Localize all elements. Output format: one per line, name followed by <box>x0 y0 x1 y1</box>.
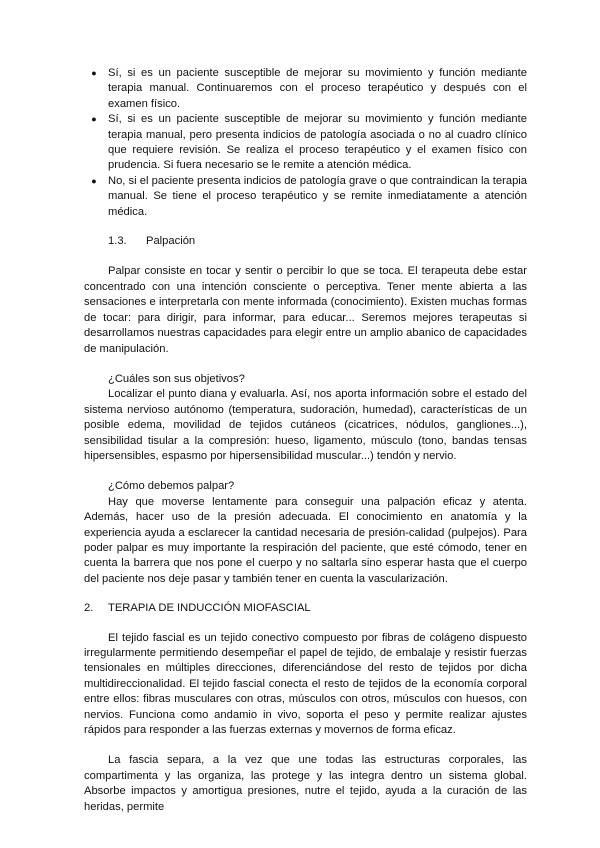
paragraph: Localizar el punto diana y evaluarla. Así, nos aporta información sobre el estado del sistema nervioso autónomo (temperatura, sudoración, humedad), características de un posible edema, movilidad de tejidos cutáneos (cicatrices, nódulos, gangliones...), sensibilidad tisular a la compresión: hueso, ligamento, músculo (tono, bandas tensas hipersensibles, espasmo por hipersensibilidad muscular...) tendón y nervio. <box>84 388 527 462</box>
paragraph: Hay que moverse lentamente para conseguir una palpación eficaz y atenta. Además, hacer uso de la presión adecuada. El conocimiento en anatomía y la experiencia ayuda a esclarecer la cantidad necesaria de presión-calidad (pulpejos). Para poder palpar es muy importante la respiración del paciente, que esté cómodo, tener en cuenta la barrera que nos pone el cuerpo y no saltarla sino esperar hasta que el cuerpo del paciente nos deje pasar y también tener en cuenta la vascularización. <box>84 495 527 585</box>
section-number: 2. <box>84 602 94 615</box>
page-content <box>84 66 527 815</box>
bullet-list <box>84 66 527 220</box>
section-heading-palpacion <box>108 234 527 249</box>
spacer <box>84 464 527 479</box>
question-heading: ¿Cómo debemos palpar? <box>108 480 235 493</box>
paragraph: La fascia separa, a la vez que une todas las estructuras corporales, las compartimenta y las organiza, las protege y las integra dentro un sistema global. Absorbe impactos y amortigua presiones, nutre el tejido, ayuda a la curación de las heridas, permite <box>84 754 527 813</box>
section-number: 1.3. <box>108 235 127 248</box>
bullet-icon: ● <box>91 68 97 78</box>
section-title: TERAPIA DE INDUCCIÓN MIOFASCIAL <box>108 602 311 615</box>
list-item-text: Sí, si es un paciente susceptible de mejorar su movimiento y función mediante terapia manual. Continuaremos con el proceso terapéutico y después con el examen físico. <box>108 67 527 110</box>
list-item-text: Sí, si es un paciente susceptible de mejorar su movimiento y función mediante terapia manual, pero presenta indicios de patología asociada o no al cuadro clínico que requiere revisión. Se realiza el proceso terapéutico y el examen físico con prudencia. Si fuera necesario se le remite a atención médica. <box>108 113 527 172</box>
bullet-icon: ● <box>91 114 97 125</box>
paragraph: El tejido fascial es un tejido conectivo compuesto por fibras de colágeno dispuesto irregularmente permitiendo desempeñar el papel de tejido, de embalaje y resistir fuerzas tensionales en múltiples direcciones, diferenciándose del resto de tejidos por dicha multidireccionalidad. El tejido fascial conecta el resto de tejidos de la economía corporal entre ellos: fibras musculares con otras, músculos con otros, músculos con huesos, con nervios. Funciona como andamio in vivo, soporta el peso y permite realizar ajustes rápidos para responder a las fuerzas externas y movernos de forma eficaz. <box>84 631 527 737</box>
spacer <box>84 357 527 372</box>
list-item <box>84 112 527 174</box>
spacer <box>84 738 527 753</box>
paragraph: Palpar consiste en tocar y sentir o percibir lo que se toca. El terapeuta debe estar concentrado con una intención consciente o perceptiva. Tener mente abierta a las sensaciones e interpretarla con mente informada (conocimiento). Existen muchas formas de tocar: para dirigir, para informar, para educar... Seremos mejores terapeutas si desarrollamos nuestras capacidades para elegir entre un amplio abanico de capacidades de manipulación. <box>84 265 527 355</box>
question-heading: ¿Cuáles son sus objetivos? <box>108 372 245 385</box>
bullet-icon: ● <box>91 175 97 186</box>
list-item-text: No, si el paciente presenta indicios de patología grave o que contraindican la terapia manual. Se tiene el proceso terapéutico y se remite inmediatamente a atención médica. <box>108 174 527 218</box>
list-item <box>84 174 527 220</box>
section-title: Palpación <box>146 235 196 248</box>
list-item <box>84 66 527 112</box>
section-heading-terapia <box>84 601 527 616</box>
